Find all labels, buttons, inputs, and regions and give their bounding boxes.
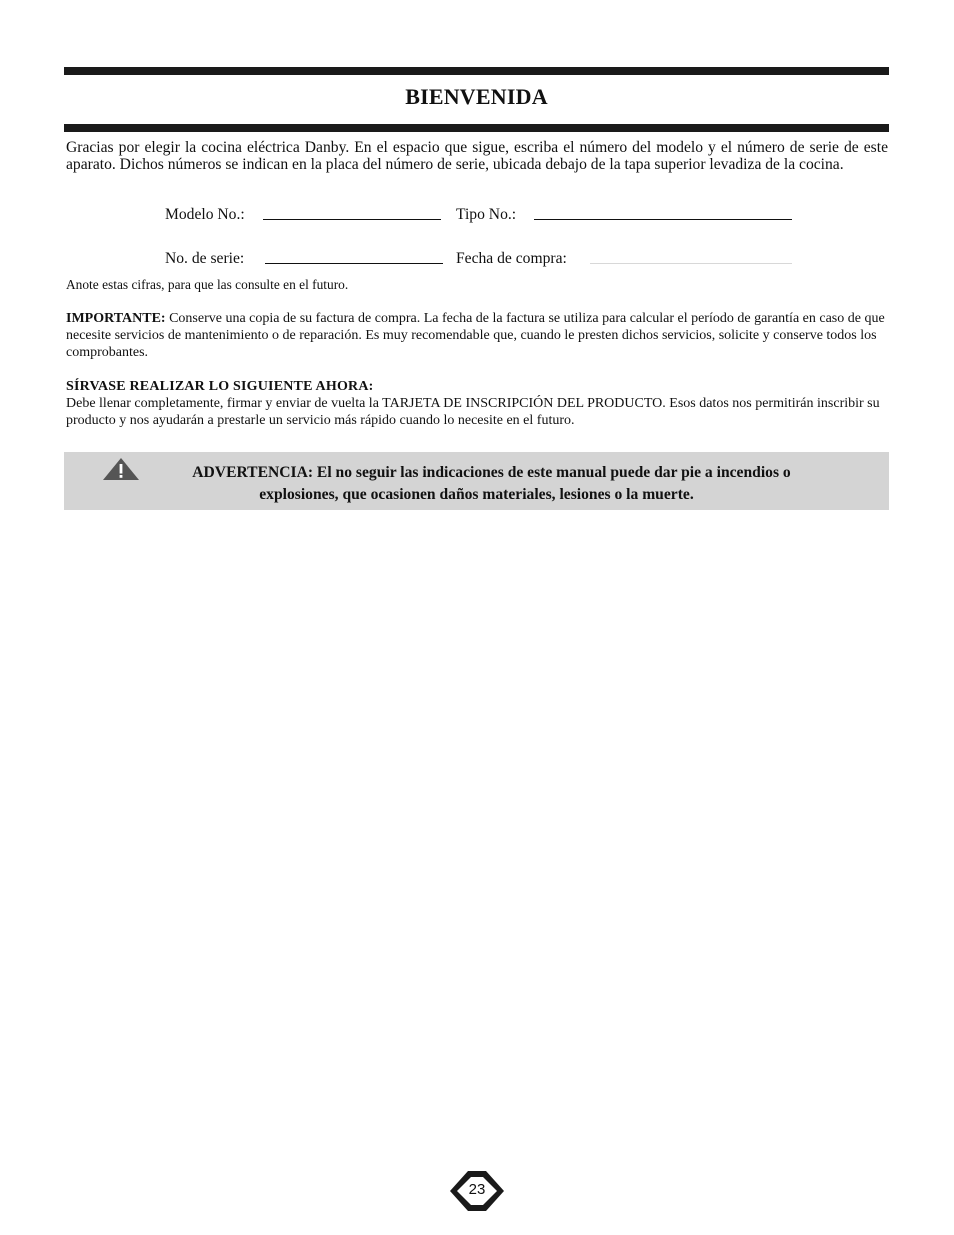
important-paragraph bbox=[66, 310, 888, 361]
intro-paragraph: Gracias por elegir la cocina eléctrica Danby. En el espacio que sigue, escriba el número del modelo y el número de serie de este aparato. Dichos números se indican en la placa del número de serie, ubicada debajo de la tapa superior levadiza de la cocina. bbox=[66, 139, 888, 173]
warning-box bbox=[64, 452, 889, 510]
model-number-field[interactable] bbox=[263, 219, 441, 220]
model-number-label: Modelo No.: bbox=[165, 206, 245, 223]
please-do-now-heading: SÍRVASE REALIZAR LO SIGUIENTE AHORA: bbox=[66, 379, 374, 394]
warning-line-1: ADVERTENCIA: El no seguir las indicaciones de este manual puede dar pie a incendios o bbox=[192, 464, 791, 481]
type-number-label: Tipo No.: bbox=[456, 206, 517, 223]
purchase-date-field[interactable] bbox=[590, 263, 792, 264]
please-do-now-text: Debe llenar completamente, firmar y enviar de vuelta la TARJETA DE INSCRIPCIÓN DEL PRODUCTO. Esos datos nos permitirán inscribir su producto y nos ayudarán a prestarle un servicio más rápido cuando lo necesite en el futuro. bbox=[66, 396, 880, 428]
warning-line-2: explosiones, que ocasionen daños materiales, lesiones o la muerte. bbox=[259, 486, 694, 503]
page-title: BIENVENIDA bbox=[405, 84, 548, 109]
type-number-field[interactable] bbox=[534, 219, 792, 220]
serial-number-label: No. de serie: bbox=[165, 250, 245, 267]
important-text: Conserve una copia de su factura de compra. La fecha de la factura se utiliza para calcular el período de garantía en caso de que necesite servicios de mantenimiento o de reparación. Es muy recomendable que, cuando le presten dichos servicios, solicite y conserve todos los comprobantes. bbox=[66, 311, 885, 360]
top-divider bbox=[64, 67, 889, 75]
note-text: Anote estas cifras, para que las consulte en el futuro. bbox=[66, 277, 349, 292]
page-number: 23 bbox=[468, 1181, 486, 1198]
title-divider bbox=[64, 124, 889, 132]
please-do-now-section bbox=[66, 378, 888, 429]
purchase-date-label: Fecha de compra: bbox=[456, 250, 567, 267]
warning-text bbox=[64, 462, 889, 506]
important-label: IMPORTANTE: bbox=[66, 311, 166, 326]
serial-number-field[interactable] bbox=[265, 263, 443, 264]
